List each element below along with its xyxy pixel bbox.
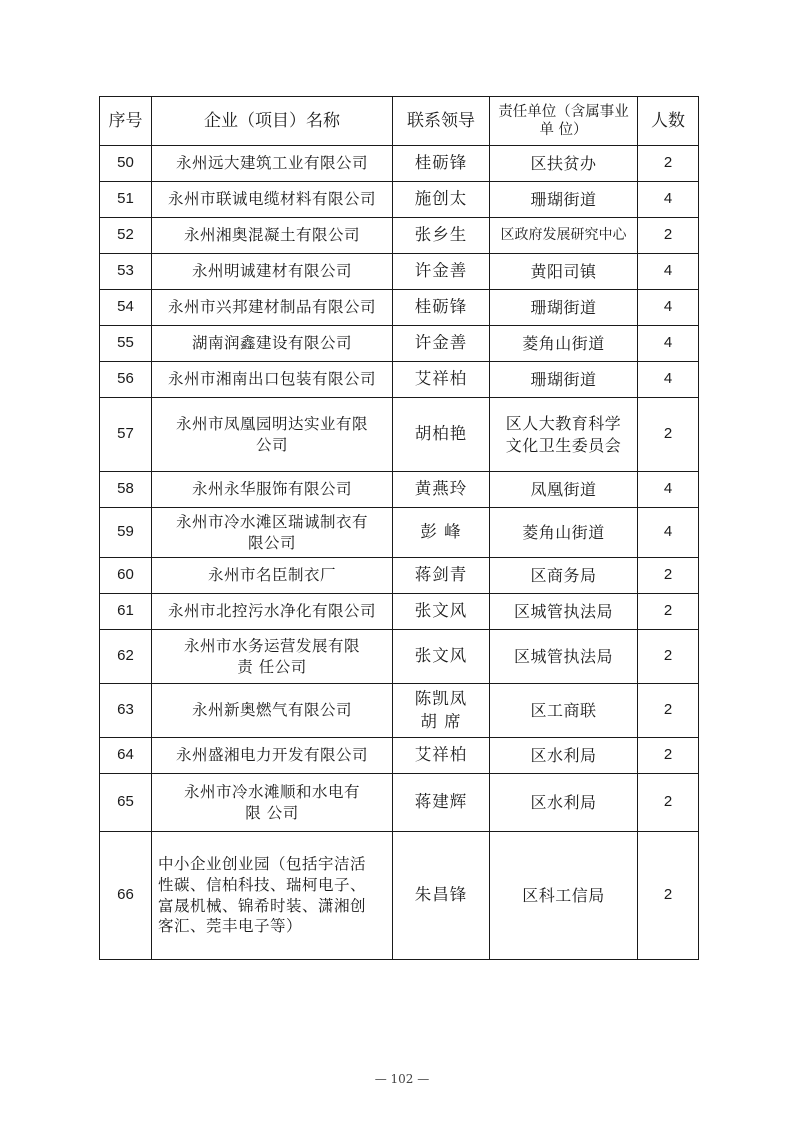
cell-seq: 66	[100, 832, 152, 960]
table-row	[100, 684, 699, 738]
cell-enterprise-name-line: 限 公司	[245, 803, 299, 822]
cell-enterprise-name-line: 永州市名臣制衣厂	[207, 566, 336, 585]
cell-enterprise-name-line: 富晟机械、锦希时装、潇湘创	[158, 896, 367, 915]
cell-responsible-unit	[490, 558, 638, 594]
cell-count: 4	[638, 326, 699, 362]
cell-leader-line: 许金善	[414, 333, 468, 353]
cell-responsible-unit-line: 区城管执法局	[513, 646, 613, 666]
cell-enterprise-name	[152, 254, 393, 290]
cell-enterprise-name-line: 责 任公司	[237, 657, 307, 676]
cell-leader-line: 艾祥柏	[414, 745, 468, 765]
cell-leader	[393, 218, 490, 254]
cell-count: 2	[638, 832, 699, 960]
enterprise-table	[99, 96, 699, 960]
cell-enterprise-name	[152, 146, 393, 182]
table-row	[100, 290, 699, 326]
table-row	[100, 146, 699, 182]
cell-count: 4	[638, 472, 699, 508]
header-unit	[490, 97, 638, 146]
table-row	[100, 398, 699, 472]
header-unit-line: 责任单位（含属事业	[498, 103, 629, 120]
cell-leader-line: 朱昌锋	[414, 885, 468, 905]
table-row	[100, 630, 699, 684]
cell-leader	[393, 594, 490, 630]
cell-responsible-unit-line: 凤凰街道	[530, 479, 597, 499]
cell-count: 4	[638, 362, 699, 398]
cell-leader-line: 张文风	[414, 646, 468, 666]
cell-count: 2	[638, 398, 699, 472]
cell-enterprise-name-line: 永州湘奥混凝土有限公司	[183, 226, 360, 245]
table-row	[100, 832, 699, 960]
cell-responsible-unit-line: 珊瑚街道	[530, 189, 597, 209]
cell-enterprise-name-line: 永州远大建筑工业有限公司	[175, 154, 368, 173]
table-row	[100, 472, 699, 508]
cell-seq: 61	[100, 594, 152, 630]
cell-enterprise-name-line: 永州市联诚电缆材料有限公司	[167, 190, 376, 209]
cell-responsible-unit-line: 珊瑚街道	[530, 297, 597, 317]
cell-responsible-unit-line: 区人大教育科学	[505, 413, 622, 433]
cell-enterprise-name	[152, 326, 393, 362]
cell-seq: 59	[100, 508, 152, 558]
cell-responsible-unit	[490, 630, 638, 684]
header-count: 人数	[638, 97, 699, 146]
cell-enterprise-name	[152, 630, 393, 684]
cell-enterprise-name	[152, 832, 393, 960]
cell-leader-line: 胡 席	[420, 711, 462, 731]
cell-responsible-unit	[490, 738, 638, 774]
cell-responsible-unit	[490, 218, 638, 254]
cell-leader	[393, 326, 490, 362]
cell-seq: 54	[100, 290, 152, 326]
cell-leader-line: 陈凯凤	[414, 689, 468, 709]
cell-enterprise-name-line: 永州新奥燃气有限公司	[191, 701, 352, 720]
cell-leader	[393, 832, 490, 960]
cell-seq: 63	[100, 684, 152, 738]
cell-enterprise-name-line: 永州市冷水滩顺和水电有	[183, 782, 360, 801]
cell-leader-line: 蒋剑青	[414, 565, 468, 585]
cell-leader	[393, 182, 490, 218]
cell-leader	[393, 558, 490, 594]
cell-enterprise-name-line: 限公司	[247, 533, 296, 552]
cell-responsible-unit-line: 菱角山街道	[522, 522, 605, 542]
cell-leader-line: 蒋建辉	[414, 792, 468, 812]
cell-leader	[393, 684, 490, 738]
cell-seq: 60	[100, 558, 152, 594]
cell-enterprise-name-line: 永州市湘南出口包装有限公司	[167, 370, 376, 389]
cell-seq: 58	[100, 472, 152, 508]
cell-count: 4	[638, 254, 699, 290]
cell-responsible-unit-line: 文化卫生委员会	[505, 435, 622, 455]
cell-count: 2	[638, 146, 699, 182]
cell-seq: 65	[100, 774, 152, 832]
cell-leader-line: 施创太	[414, 189, 468, 209]
table-row	[100, 508, 699, 558]
cell-leader-line: 桂砺锋	[414, 297, 468, 317]
cell-count: 2	[638, 218, 699, 254]
cell-count: 4	[638, 182, 699, 218]
cell-count: 2	[638, 594, 699, 630]
cell-count: 4	[638, 508, 699, 558]
cell-enterprise-name-line: 中小企业创业园（包括宇洁活	[158, 854, 367, 873]
cell-leader-line: 艾祥柏	[414, 369, 468, 389]
table-row	[100, 326, 699, 362]
table-row	[100, 594, 699, 630]
cell-seq: 55	[100, 326, 152, 362]
cell-seq: 51	[100, 182, 152, 218]
page-number: — 102 —	[374, 1072, 430, 1086]
cell-responsible-unit	[490, 398, 638, 472]
cell-responsible-unit	[490, 326, 638, 362]
cell-leader	[393, 774, 490, 832]
cell-enterprise-name-line: 湖南润鑫建设有限公司	[191, 334, 352, 353]
header-row	[100, 97, 699, 146]
table-row	[100, 362, 699, 398]
cell-leader-line: 胡柏艳	[414, 424, 468, 444]
cell-responsible-unit-line: 黄阳司镇	[530, 261, 597, 281]
cell-responsible-unit-line: 区政府发展研究中心	[500, 227, 627, 244]
cell-enterprise-name	[152, 558, 393, 594]
cell-enterprise-name	[152, 182, 393, 218]
cell-count: 2	[638, 684, 699, 738]
cell-leader	[393, 290, 490, 326]
cell-leader-line: 黄燕玲	[414, 479, 468, 499]
cell-responsible-unit	[490, 684, 638, 738]
cell-leader-line: 张乡生	[414, 225, 468, 245]
cell-responsible-unit	[490, 290, 638, 326]
cell-responsible-unit-line: 区扶贫办	[530, 153, 597, 173]
cell-enterprise-name	[152, 738, 393, 774]
cell-responsible-unit	[490, 182, 638, 218]
cell-enterprise-name	[152, 472, 393, 508]
cell-seq: 52	[100, 218, 152, 254]
cell-responsible-unit	[490, 832, 638, 960]
cell-leader	[393, 398, 490, 472]
cell-responsible-unit	[490, 254, 638, 290]
cell-count: 4	[638, 290, 699, 326]
cell-enterprise-name	[152, 508, 393, 558]
cell-responsible-unit-line: 区商务局	[530, 565, 597, 585]
table-row	[100, 182, 699, 218]
cell-count: 2	[638, 774, 699, 832]
cell-count: 2	[638, 630, 699, 684]
cell-responsible-unit-line: 区城管执法局	[513, 601, 613, 621]
cell-responsible-unit	[490, 774, 638, 832]
cell-seq: 62	[100, 630, 152, 684]
cell-enterprise-name-line: 永州明诚建材有限公司	[191, 262, 352, 281]
header-leader: 联系领导	[393, 97, 490, 146]
cell-seq: 57	[100, 398, 152, 472]
cell-responsible-unit	[490, 594, 638, 630]
cell-enterprise-name	[152, 684, 393, 738]
cell-leader-line: 桂砺锋	[414, 153, 468, 173]
cell-leader	[393, 254, 490, 290]
cell-responsible-unit-line: 珊瑚街道	[530, 369, 597, 389]
cell-enterprise-name-line: 永州市冷水滩区瑞诚制衣有	[175, 512, 368, 531]
table-body	[100, 146, 699, 960]
cell-enterprise-name	[152, 218, 393, 254]
table-row	[100, 738, 699, 774]
cell-count: 2	[638, 738, 699, 774]
cell-leader-line: 张文风	[414, 601, 468, 621]
cell-seq: 64	[100, 738, 152, 774]
table-row	[100, 254, 699, 290]
cell-count: 2	[638, 558, 699, 594]
cell-leader	[393, 630, 490, 684]
cell-enterprise-name-line: 永州市兴邦建材制品有限公司	[167, 298, 376, 317]
table-row	[100, 558, 699, 594]
cell-enterprise-name-line: 永州盛湘电力开发有限公司	[175, 746, 368, 765]
cell-enterprise-name-line: 永州市凤凰园明达实业有限	[175, 414, 368, 433]
cell-enterprise-name	[152, 398, 393, 472]
cell-responsible-unit	[490, 146, 638, 182]
cell-responsible-unit	[490, 472, 638, 508]
cell-enterprise-name	[152, 362, 393, 398]
cell-responsible-unit-line: 区科工信局	[522, 885, 605, 905]
cell-enterprise-name	[152, 594, 393, 630]
cell-responsible-unit-line: 区工商联	[530, 700, 597, 720]
cell-responsible-unit-line: 区水利局	[530, 745, 597, 765]
cell-seq: 56	[100, 362, 152, 398]
cell-enterprise-name-line: 永州市水务运营发展有限	[183, 636, 360, 655]
cell-enterprise-name-line: 客汇、莞丰电子等）	[158, 917, 303, 936]
cell-enterprise-name-line: 公司	[255, 435, 288, 454]
cell-seq: 50	[100, 146, 152, 182]
cell-leader	[393, 508, 490, 558]
cell-responsible-unit-line: 菱角山街道	[522, 333, 605, 353]
cell-responsible-unit-line: 区水利局	[530, 792, 597, 812]
cell-leader-line: 彭 峰	[420, 522, 462, 542]
cell-leader	[393, 362, 490, 398]
header-unit-line: 单 位）	[539, 122, 588, 138]
header-seq: 序号	[100, 97, 152, 146]
cell-seq: 53	[100, 254, 152, 290]
cell-enterprise-name	[152, 774, 393, 832]
cell-enterprise-name-line: 永州市北控污水净化有限公司	[167, 602, 376, 621]
cell-responsible-unit	[490, 362, 638, 398]
header-name: 企业（项目）名称	[152, 97, 393, 146]
table-row	[100, 774, 699, 832]
cell-leader-line: 许金善	[414, 261, 468, 281]
cell-enterprise-name-line: 永州永华服饰有限公司	[191, 480, 352, 499]
table-row	[100, 218, 699, 254]
cell-leader	[393, 738, 490, 774]
cell-leader	[393, 472, 490, 508]
cell-leader	[393, 146, 490, 182]
cell-enterprise-name-line: 性碳、信柏科技、瑞柯电子、	[158, 875, 367, 894]
cell-enterprise-name	[152, 290, 393, 326]
cell-responsible-unit	[490, 508, 638, 558]
